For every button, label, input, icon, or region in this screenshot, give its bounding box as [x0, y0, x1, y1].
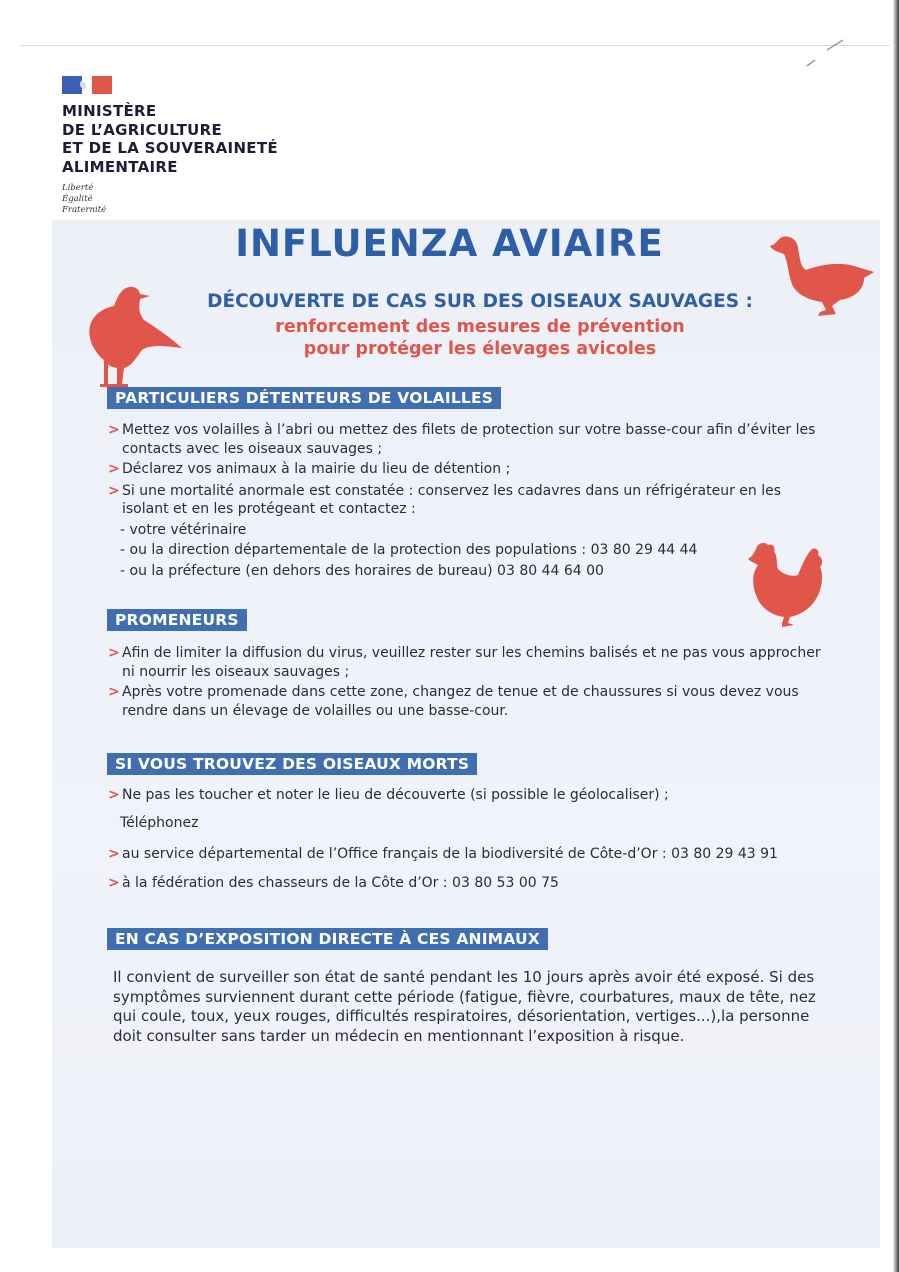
chevron-right-icon: > — [108, 422, 120, 438]
list-item: > Afin de limiter la diffusion du virus, veuillez rester sur les chemins balisés et ne pas vous approcher ni nourrir les oiseaux sauvages ; — [108, 645, 821, 680]
phone-list-ofb — [108, 845, 823, 864]
tagline-line-1: renforcement des mesures de prévention — [275, 317, 685, 337]
list-item: > Après votre promenade dans cette zone, changez de tenue et de chaussures si vous devez vous rendre dans un élevage de volailles ou une basse-cour. — [108, 684, 799, 719]
contact-ddpp: - ou la direction départementale de la protection des populations : 03 80 29 44 44 — [120, 542, 698, 558]
chevron-right-icon: > — [108, 875, 120, 891]
promeneurs-list — [108, 644, 823, 720]
chevron-right-icon: > — [108, 482, 120, 499]
motto-egalite: Égalité — [62, 194, 93, 204]
page-title: INFLUENZA AVIAIRE — [235, 222, 664, 265]
seagull-icon — [84, 284, 184, 388]
ministry-line-1: MINISTÈRE — [62, 102, 157, 120]
tagline-line-2: pour protéger les élevages avicoles — [303, 339, 657, 359]
ministry-line-4: ALIMENTAIRE — [62, 157, 178, 176]
section-title-exposition: EN CAS D’EXPOSITION DIRECTE À CES ANIMAUX — [107, 928, 548, 950]
chevron-right-icon: > — [108, 787, 120, 803]
ministry-name — [62, 102, 322, 176]
section-title-particuliers: PARTICULIERS DÉTENTEURS DE VOLAILLES — [107, 387, 501, 409]
chevron-right-icon: > — [108, 684, 120, 700]
ministry-line-2: DE L’AGRICULTURE — [62, 120, 223, 139]
list-item: > Si une mortalité anormale est constatée : conservez les cadavres dans un réfrigérateur en les isolant et en les protégeant et contactez : — [108, 482, 782, 517]
list-item: > Déclarez vos animaux à la mairie du lieu de détention ; — [108, 461, 511, 477]
pen-mark — [805, 38, 845, 68]
section-title-oiseaux-morts: SI VOUS TROUVEZ DES OISEAUX MORTS — [107, 753, 477, 775]
duck-icon — [770, 234, 878, 318]
chevron-right-icon: > — [108, 461, 120, 477]
marianne-flag-icon — [62, 76, 112, 94]
list-item: > au service départemental de l’Office français de la biodiversité de Côte-d’Or : 03 80 29 43 91 — [108, 846, 778, 862]
scan-edge-shadow — [893, 0, 899, 1272]
list-item: > à la fédération des chasseurs de la Côte d’Or : 03 80 53 00 75 — [108, 875, 559, 891]
phone-list-chasseurs — [108, 874, 823, 893]
section-title-promeneurs: PROMENEURS — [107, 609, 247, 631]
ministry-line-3: ET DE LA SOUVERAINETÉ — [62, 139, 278, 157]
call-label: Téléphonez — [120, 815, 199, 831]
motto-fraternite: Fraternité — [62, 205, 107, 215]
oiseaux-morts-list — [108, 786, 823, 805]
page-subtitle: DÉCOUVERTE DE CAS SUR DES OISEAUX SAUVAGES : — [207, 291, 753, 312]
contact-veterinaire: - votre vétérinaire — [120, 521, 247, 538]
chevron-right-icon: > — [108, 645, 120, 661]
chevron-right-icon: > — [108, 846, 120, 862]
contact-prefecture: - ou la préfecture (en dehors des horaires de bureau) 03 80 44 64 00 — [120, 562, 604, 579]
exposition-paragraph: Il convient de surveiller son état de santé pendant les 10 jours après avoir été exposé. Si des symptômes surviennent durant cette période (fatigue, fièvre, courbatures, maux de tête, nez qui coule, toux, yeux rouges, difficultés respiratoires, désorientation, vertiges...),la personne doit consulter sans tarder un médecin en mentionnant l’exposition à risque. — [113, 968, 816, 1045]
page-tagline — [140, 316, 820, 360]
list-item: > Mettez vos volailles à l’abri ou mettez des filets de protection sur votre basse-cour afin d’éviter les contacts avec les oiseaux sauvages ; — [108, 422, 816, 457]
particuliers-list — [108, 421, 823, 580]
scan-edge-line — [20, 45, 890, 46]
republic-motto — [62, 183, 106, 216]
motto-liberte: Liberté — [62, 183, 94, 193]
list-item: > Ne pas les toucher et noter le lieu de découverte (si possible le géolocaliser) ; — [108, 787, 669, 803]
